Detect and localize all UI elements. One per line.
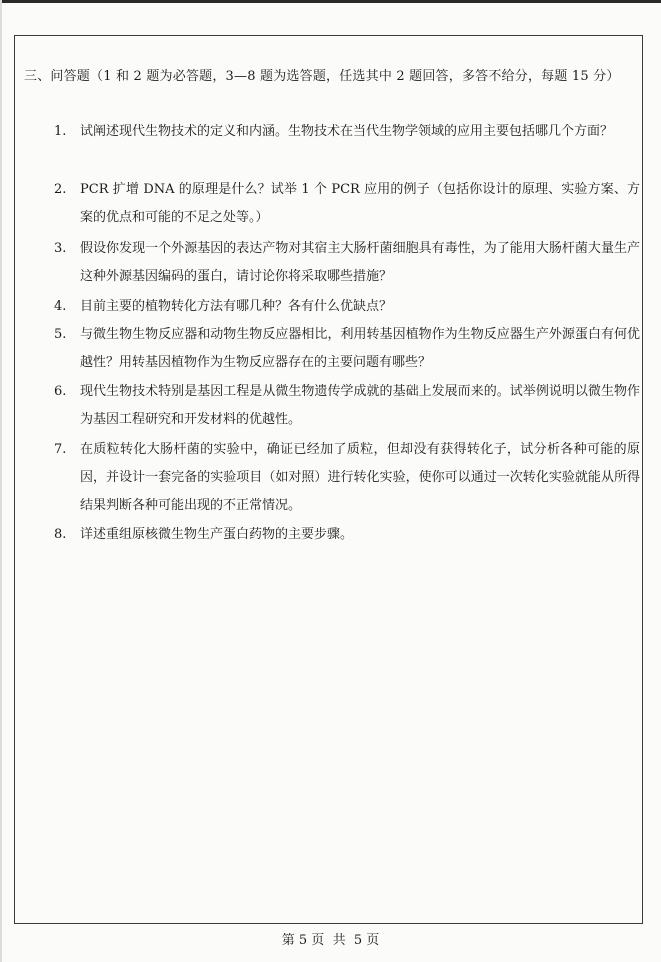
question-item <box>50 436 640 520</box>
question-text: 现代生物技术特别是基因工程是从微生物遗传学成就的基础上发展而来的。试举例说明以微生物作为基因工程研究和开发材料的优越性。 <box>80 384 640 427</box>
question-number: 1. <box>54 124 67 139</box>
question-text: 试阐述现代生物技术的定义和内涵。生物技术在当代生物学领域的应用主要包括哪几个方面？ <box>80 124 614 139</box>
question-number: 3. <box>54 241 67 256</box>
question-item <box>50 176 640 232</box>
question-text: 假设你发现一个外源基因的表达产物对其宿主大肠杆菌细胞具有毒性，为了能用大肠杆菌大量生产这种外源基因编码的蛋白，请讨论你将采取哪些措施？ <box>80 241 640 284</box>
section-header: 三、问答题（1 和 2 题为必答题，3—8 题为选答题，任选其中 2 题回答，多答不给分，每题 15 分） <box>24 69 620 84</box>
question-text: 详述重组原核微生物生产蛋白药物的主要步骤。 <box>80 527 354 542</box>
question-item <box>50 321 640 377</box>
question-number: 8. <box>54 527 67 542</box>
question-item <box>50 235 640 291</box>
question-item <box>50 118 640 146</box>
question-number: 2. <box>54 182 67 197</box>
question-text: 与微生物生物反应器和动物生物反应器相比，利用转基因植物作为生物反应器生产外源蛋白有何优越性？用转基因植物作为生物反应器存在的主要问题有哪些？ <box>80 327 640 370</box>
question-item <box>50 378 640 434</box>
question-item <box>50 293 640 321</box>
question-text: 在质粒转化大肠杆菌的实验中，确证已经加了质粒，但却没有获得转化子，试分析各种可能的原因，并设计一套完备的实验项目（如对照）进行转化实验，使你可以通过一次转化实验就能从所得结果判断各种可能出现的不正常情况。 <box>80 442 640 513</box>
question-item <box>50 521 640 549</box>
question-number: 6. <box>54 384 67 399</box>
question-text: PCR 扩增 DNA 的原理是什么？试举 1 个 PCR 应用的例子（包括你设计的原理、实验方案、方案的优点和可能的不足之处等。） <box>80 182 640 225</box>
page-footer: 第 5 页 共 5 页 <box>281 933 380 948</box>
question-text: 目前主要的植物转化方法有哪几种？各有什么优缺点？ <box>80 299 393 314</box>
scan-left-edge <box>0 0 2 962</box>
question-number: 5. <box>54 327 67 342</box>
scan-top-edge <box>0 0 661 3</box>
question-number: 4. <box>54 299 67 314</box>
question-number: 7. <box>54 442 67 457</box>
